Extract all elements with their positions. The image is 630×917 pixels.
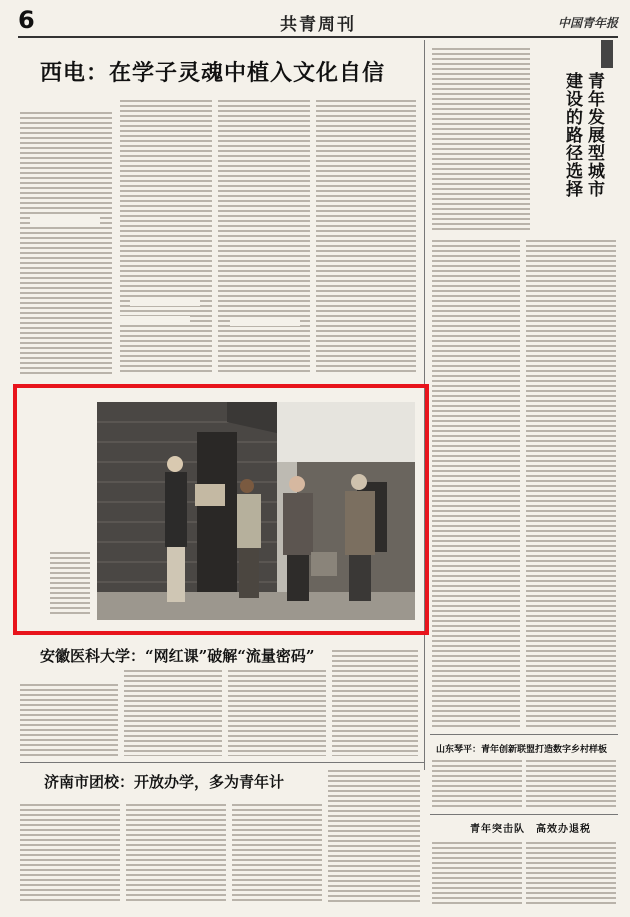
main-article-subhead-1 xyxy=(30,216,100,224)
right-bottom-article-body-2 xyxy=(526,842,616,904)
section-tag xyxy=(601,40,613,68)
main-article-subhead-4 xyxy=(120,316,190,324)
right-divider-2 xyxy=(430,814,618,815)
third-article-column-2 xyxy=(126,804,226,904)
second-article-headline: 安徽医科大学：“网红课”破解“流量密码” xyxy=(40,647,315,665)
second-article-column-2 xyxy=(124,670,222,756)
right-mid-article-headline: 山东琴平：青年创新联盟打造数字乡村样板 xyxy=(436,745,608,755)
second-article-column-3 xyxy=(228,670,326,756)
right-article-column-3 xyxy=(526,240,616,730)
section-title: 共青周刊 xyxy=(280,15,356,35)
page-header xyxy=(18,6,618,38)
photo-caption xyxy=(48,402,94,620)
right-mid-article-body-2 xyxy=(526,760,616,810)
main-article-column-3 xyxy=(218,100,310,374)
third-article-column-1 xyxy=(20,804,120,904)
second-article-column-4 xyxy=(332,650,418,756)
right-bottom-article-headline: 青年突击队 高效办退税 xyxy=(470,824,591,835)
right-bottom-article-body-1 xyxy=(432,842,522,904)
main-article-subhead-3 xyxy=(230,318,300,326)
third-article-column-3 xyxy=(232,804,322,904)
main-article-subhead-2 xyxy=(130,298,200,306)
right-article-column-2 xyxy=(432,240,520,730)
third-article-headline: 济南市团校：开放办学，多为青年计 xyxy=(44,773,285,791)
page-number: 6 xyxy=(18,6,35,34)
right-article-column-1 xyxy=(432,48,530,230)
right-article-headline: 青年发展型城市 建设的路径选择 xyxy=(562,72,604,198)
main-article-headline: 西电：在学子灵魂中植入文化自信 xyxy=(40,60,386,86)
right-mid-article-body-1 xyxy=(432,760,522,810)
second-article-column-1 xyxy=(20,684,118,756)
caption-text xyxy=(50,552,90,614)
village-scene-image xyxy=(97,402,415,620)
main-article-column-4 xyxy=(316,100,416,374)
newspaper-logo: 中国青年报 xyxy=(557,16,618,30)
section-divider xyxy=(20,762,424,763)
right-divider-1 xyxy=(430,734,618,735)
third-article-column-4 xyxy=(328,770,420,904)
news-photo xyxy=(97,402,415,620)
main-article-column-1 xyxy=(20,112,112,374)
main-article-column-2 xyxy=(120,100,212,374)
